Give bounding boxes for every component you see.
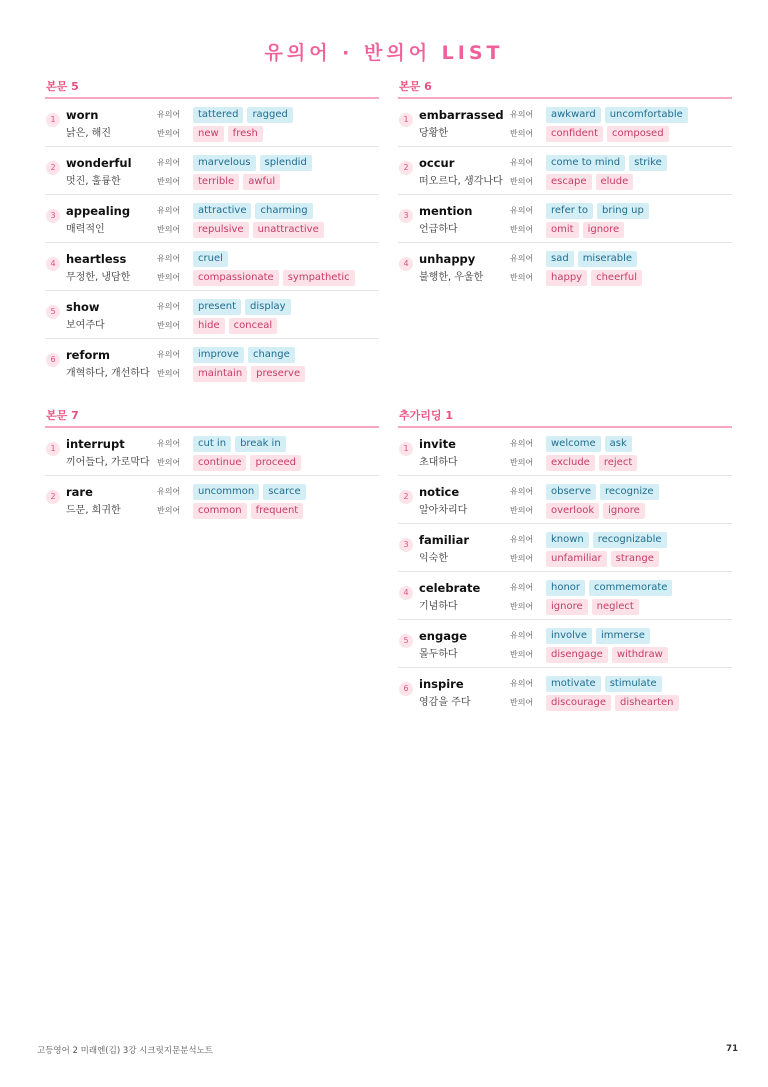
antonym-chip: disengage (546, 647, 608, 663)
headword: occur (419, 156, 455, 170)
entry-number-badge: 5 (46, 305, 60, 319)
entry-number-badge: 2 (46, 161, 60, 175)
antonym-label: 반의어 (510, 129, 534, 138)
synonym-chip: cruel (193, 251, 228, 267)
word-entry (398, 572, 732, 620)
antonym-label: 반의어 (157, 225, 181, 234)
entry-number-badge: 1 (46, 442, 60, 456)
antonym-chip: composed (607, 126, 669, 142)
synonym-label: 유의어 (157, 439, 181, 448)
antonym-chip: ignore (583, 222, 625, 238)
synonym-chip: charming (255, 203, 312, 219)
word-entry (45, 476, 379, 523)
word-entry (398, 620, 732, 668)
korean-meaning: 멋진, 훌륭한 (66, 176, 121, 187)
headword: reform (66, 348, 111, 362)
korean-meaning: 매력적인 (66, 224, 105, 235)
synonym-label: 유의어 (510, 535, 534, 544)
entry-number-badge: 1 (399, 113, 413, 127)
antonym-row (510, 125, 673, 142)
synonym-chip: welcome (546, 436, 601, 452)
antonym-chip: unattractive (253, 222, 324, 238)
section-bonmun-5 (45, 80, 379, 386)
antonym-chip: common (193, 503, 247, 519)
word-entry (398, 147, 732, 195)
antonym-row (510, 173, 637, 190)
antonym-row (157, 125, 267, 142)
synonym-row (510, 106, 692, 123)
headword: appealing (66, 204, 131, 218)
korean-meaning: 언급하다 (419, 224, 458, 235)
synonym-chip: tattered (193, 107, 243, 123)
entry-number-badge: 3 (399, 538, 413, 552)
korean-meaning: 영감을 주다 (419, 697, 471, 708)
entry-number-badge: 4 (399, 257, 413, 271)
synonym-chip: attractive (193, 203, 251, 219)
antonym-chip: fresh (228, 126, 263, 142)
antonym-chip: elude (596, 174, 634, 190)
headword: invite (419, 437, 456, 451)
headword: notice (419, 485, 460, 499)
synonym-label: 유의어 (157, 206, 181, 215)
antonym-chip: omit (546, 222, 579, 238)
antonym-chip: unfamiliar (546, 551, 607, 567)
synonym-row (157, 346, 299, 363)
synonym-row (510, 250, 641, 267)
antonym-chip: neglect (592, 599, 639, 615)
headword: show (66, 300, 100, 314)
antonym-chip: escape (546, 174, 592, 190)
korean-meaning: 보여주다 (66, 320, 105, 331)
antonym-label: 반의어 (510, 225, 534, 234)
section-heading: 본문 5 (45, 80, 379, 99)
headword: worn (66, 108, 99, 122)
synonym-row (510, 154, 671, 171)
section-extra-reading-1 (398, 409, 732, 715)
synonym-chip: known (546, 532, 589, 548)
antonym-chip: strange (611, 551, 659, 567)
antonym-chip: compassionate (193, 270, 279, 286)
word-entry (398, 243, 732, 290)
synonym-label: 유의어 (157, 254, 181, 263)
word-entry (45, 147, 379, 195)
antonym-chip: happy (546, 270, 587, 286)
synonym-chip: marvelous (193, 155, 256, 171)
antonym-chip: overlook (546, 503, 599, 519)
synonym-label: 유의어 (510, 583, 534, 592)
synonym-label: 유의어 (510, 158, 534, 167)
synonym-label: 유의어 (510, 439, 534, 448)
antonym-chip: sympathetic (283, 270, 355, 286)
entry-number-badge: 6 (46, 353, 60, 367)
synonym-chip: uncomfortable (605, 107, 688, 123)
korean-meaning: 불행한, 우울한 (419, 272, 484, 283)
korean-meaning: 드문, 희귀한 (66, 505, 121, 516)
word-entry (45, 195, 379, 243)
synonym-chip: come to mind (546, 155, 625, 171)
word-entry (398, 99, 732, 147)
synonym-chip: present (193, 299, 241, 315)
antonym-chip: ignore (603, 503, 645, 519)
korean-meaning: 떠오르다, 생각나다 (419, 176, 503, 187)
word-entry (398, 428, 732, 476)
entry-number-badge: 1 (46, 113, 60, 127)
antonym-chip: confident (546, 126, 603, 142)
antonym-chip: withdraw (612, 647, 668, 663)
synonym-chip: awkward (546, 107, 601, 123)
antonym-row (510, 221, 628, 238)
synonym-row (510, 483, 663, 500)
antonym-chip: new (193, 126, 224, 142)
entry-list (45, 99, 379, 386)
synonym-chip: honor (546, 580, 585, 596)
antonym-label: 반의어 (510, 650, 534, 659)
synonym-row (157, 154, 316, 171)
synonym-chip: refer to (546, 203, 593, 219)
synonym-label: 유의어 (510, 206, 534, 215)
synonym-chip: observe (546, 484, 596, 500)
word-entry (45, 99, 379, 147)
section-heading: 추가리딩 1 (398, 409, 732, 428)
antonym-chip: cheerful (591, 270, 642, 286)
section-bonmun-7 (45, 409, 379, 523)
word-entry (398, 195, 732, 243)
antonym-chip: reject (599, 455, 637, 471)
antonym-row (510, 454, 641, 471)
entry-list (398, 99, 732, 290)
synonym-row (157, 435, 290, 452)
synonym-row (157, 106, 297, 123)
synonym-chip: display (245, 299, 291, 315)
headword: celebrate (419, 581, 481, 595)
antonym-label: 반의어 (510, 602, 534, 611)
synonym-label: 유의어 (157, 487, 181, 496)
synonym-label: 유의어 (510, 487, 534, 496)
synonym-chip: involve (546, 628, 592, 644)
synonym-chip: ragged (247, 107, 292, 123)
footer-book-title: 고등영어 2 미래엔(김) 3강 시크릿지문분석노트 (37, 1046, 214, 1056)
antonym-chip: repulsive (193, 222, 249, 238)
synonym-chip: stimulate (605, 676, 662, 692)
antonym-row (510, 550, 663, 567)
word-entry (398, 476, 732, 524)
synonym-label: 유의어 (510, 110, 534, 119)
synonym-label: 유의어 (510, 631, 534, 640)
headword: familiar (419, 533, 470, 547)
antonym-label: 반의어 (510, 273, 534, 282)
synonym-row (157, 298, 295, 315)
entry-number-badge: 3 (399, 209, 413, 223)
entry-number-badge: 5 (399, 634, 413, 648)
antonym-label: 반의어 (157, 458, 181, 467)
headword: wonderful (66, 156, 132, 170)
section-heading: 본문 6 (398, 80, 732, 99)
synonym-label: 유의어 (510, 254, 534, 263)
entry-number-badge: 2 (399, 161, 413, 175)
antonym-label: 반의어 (157, 129, 181, 138)
synonym-row (157, 483, 310, 500)
section-bonmun-6 (398, 80, 732, 290)
synonym-chip: motivate (546, 676, 601, 692)
synonym-label: 유의어 (157, 158, 181, 167)
antonym-row (157, 173, 284, 190)
synonym-chip: cut in (193, 436, 231, 452)
synonym-label: 유의어 (157, 110, 181, 119)
headword: mention (419, 204, 473, 218)
synonym-label: 유의어 (157, 302, 181, 311)
antonym-chip: ignore (546, 599, 588, 615)
antonym-label: 반의어 (157, 321, 181, 330)
antonym-chip: dishearten (615, 695, 678, 711)
word-entry (45, 339, 379, 386)
synonym-row (510, 202, 653, 219)
page-title: 유의어 · 반의어 LIST (264, 42, 504, 64)
headword: inspire (419, 677, 464, 691)
antonym-row (157, 454, 305, 471)
antonym-chip: preserve (251, 366, 305, 382)
antonym-chip: proceed (250, 455, 301, 471)
synonym-chip: change (248, 347, 295, 363)
synonym-row (157, 202, 317, 219)
antonym-label: 반의어 (510, 177, 534, 186)
antonym-row (510, 269, 646, 286)
synonym-chip: break in (235, 436, 286, 452)
antonym-chip: exclude (546, 455, 595, 471)
antonym-row (157, 317, 281, 334)
synonym-chip: bring up (597, 203, 649, 219)
entry-number-badge: 3 (46, 209, 60, 223)
antonym-chip: maintain (193, 366, 247, 382)
entry-list (398, 428, 732, 715)
antonym-row (510, 502, 649, 519)
synonym-row (510, 579, 676, 596)
synonym-chip: miserable (578, 251, 637, 267)
antonym-chip: conceal (229, 318, 278, 334)
headword: engage (419, 629, 468, 643)
synonym-row (157, 250, 232, 267)
antonym-row (157, 269, 359, 286)
antonym-label: 반의어 (157, 369, 181, 378)
antonym-row (510, 646, 672, 663)
korean-meaning: 초대하다 (419, 457, 458, 468)
korean-meaning: 몰두하다 (419, 649, 458, 660)
antonym-chip: discourage (546, 695, 611, 711)
synonym-row (510, 627, 654, 644)
page-number: 71 (726, 1044, 738, 1054)
headword: interrupt (66, 437, 125, 451)
synonym-chip: recognize (600, 484, 659, 500)
synonym-chip: improve (193, 347, 244, 363)
entry-number-badge: 6 (399, 682, 413, 696)
synonym-label: 유의어 (157, 350, 181, 359)
antonym-label: 반의어 (510, 458, 534, 467)
korean-meaning: 무정한, 냉담한 (66, 272, 131, 283)
antonym-label: 반의어 (510, 698, 534, 707)
korean-meaning: 낡은, 해진 (66, 128, 111, 139)
korean-meaning: 개혁하다, 개선하다 (66, 368, 150, 379)
synonym-chip: ask (605, 436, 632, 452)
headword: rare (66, 485, 93, 499)
entry-number-badge: 4 (399, 586, 413, 600)
antonym-chip: awful (243, 174, 280, 190)
synonym-chip: strike (629, 155, 667, 171)
antonym-row (510, 694, 683, 711)
word-entry (398, 668, 732, 715)
synonym-label: 유의어 (510, 679, 534, 688)
antonym-row (510, 598, 643, 615)
synonym-chip: immerse (596, 628, 650, 644)
synonym-chip: recognizable (593, 532, 667, 548)
antonym-chip: terrible (193, 174, 239, 190)
synonym-row (510, 531, 671, 548)
entry-number-badge: 4 (46, 257, 60, 271)
synonym-chip: sad (546, 251, 574, 267)
korean-meaning: 기념하다 (419, 601, 458, 612)
antonym-label: 반의어 (157, 177, 181, 186)
korean-meaning: 끼어들다, 가로막다 (66, 457, 150, 468)
section-heading: 본문 7 (45, 409, 379, 428)
antonym-chip: hide (193, 318, 225, 334)
antonym-label: 반의어 (510, 506, 534, 515)
korean-meaning: 당황한 (419, 128, 448, 139)
antonym-row (157, 502, 307, 519)
synonym-chip: splendid (260, 155, 312, 171)
word-entry (398, 524, 732, 572)
antonym-label: 반의어 (157, 273, 181, 282)
antonym-row (157, 221, 328, 238)
entry-number-badge: 1 (399, 442, 413, 456)
antonym-row (157, 365, 309, 382)
word-entry (45, 428, 379, 476)
entry-list (45, 428, 379, 523)
synonym-row (510, 435, 636, 452)
entry-number-badge: 2 (399, 490, 413, 504)
synonym-row (510, 675, 666, 692)
headword: embarrassed (419, 108, 504, 122)
headword: unhappy (419, 252, 476, 266)
synonym-chip: uncommon (193, 484, 259, 500)
korean-meaning: 알아차리다 (419, 505, 468, 516)
headword: heartless (66, 252, 127, 266)
synonym-chip: scarce (263, 484, 305, 500)
word-entry (45, 291, 379, 339)
korean-meaning: 익숙한 (419, 553, 448, 564)
antonym-chip: continue (193, 455, 246, 471)
synonym-chip: commemorate (589, 580, 672, 596)
antonym-label: 반의어 (157, 506, 181, 515)
antonym-label: 반의어 (510, 554, 534, 563)
word-entry (45, 243, 379, 291)
entry-number-badge: 2 (46, 490, 60, 504)
antonym-chip: frequent (251, 503, 304, 519)
